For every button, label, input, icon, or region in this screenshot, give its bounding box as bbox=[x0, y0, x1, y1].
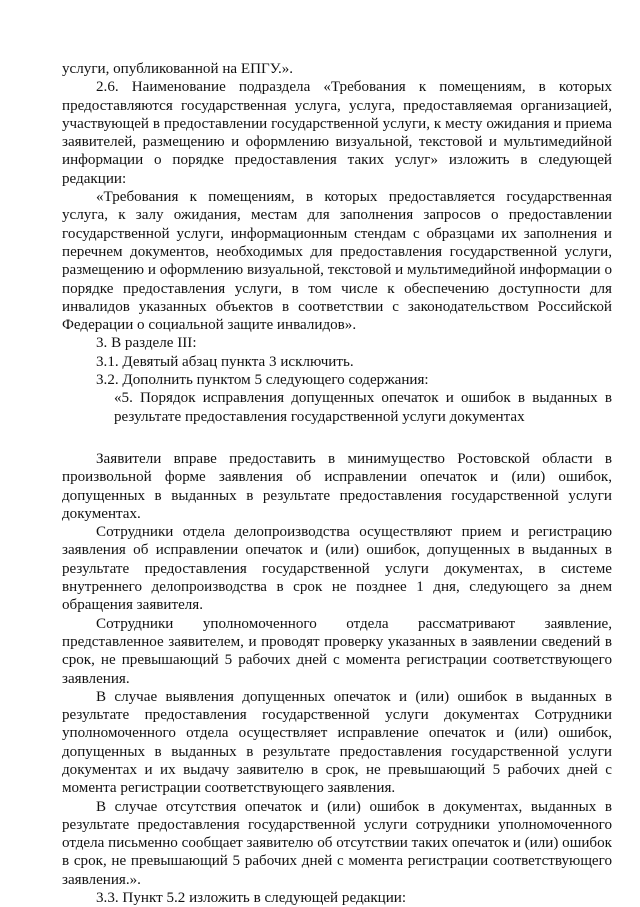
paragraph-errors-found: В случае выявления допущенных опечаток и (или) ошибок в выданных в результате предоставления государственной услуги документах Сотрудники уполномоченного отдела осуществляет исправление опечаток и (или) ошибок, допущенных в выданных в результате предоставления государственной услуги документах и их выдачу заявителю в срок, не превышающий 5 рабочих дней с момента регистрации соответствующего заявления. bbox=[62, 688, 612, 797]
paragraph-registration: Сотрудники отдела делопроизводства осуществляют прием и регистрацию заявления об исправлении опечаток и (или) ошибок, допущенных в выданных в результате предоставления государственной услуги документах, в системе внутреннего делопроизводства в срок не позднее 1 дня, следующего за днем обращения заявителя. bbox=[62, 524, 612, 614]
paragraph-section-3: 3. В разделе III: bbox=[96, 335, 197, 352]
paragraph-gap bbox=[62, 426, 612, 450]
paragraph-3-2: 3.2. Дополнить пунктом 5 следующего содержания: bbox=[96, 372, 429, 389]
paragraph-quoted-title: «Требования к помещениям, в которых предоставляется государственная услуга, к залу ожидания, местам для заполнения запросов о предоставлении государственной услуги, информационным стендам с образцами их заполнения и перечнем документов, необходимых для предоставления государственной услуги, размещению и оформлению визуальной, текстовой и мультимедийной информации о порядке предоставления услуги, в том числе к обеспечению доступности для инвалидов указанных объектов в соответствии с законодательством Российской Федерации о социальной защите инвалидов». bbox=[62, 189, 612, 334]
paragraph-3-1: 3.1. Девятый абзац пункта 3 исключить. bbox=[96, 353, 354, 370]
paragraph-3-3: 3.3. Пункт 5.2 изложить в следующей редакции: bbox=[96, 890, 407, 907]
paragraph-applicants: Заявители вправе предоставить в минимущество Ростовской области в произвольной форме заявления об исправлении опечаток и (или) ошибок, допущенных в выданных в результате предоставления государственной услуги документах. bbox=[62, 450, 612, 522]
section-heading-5: «5. Порядок исправления допущенных опечаток и ошибок в выданных в результате предоставления государственной услуги документах bbox=[114, 390, 612, 425]
paragraph-2-6: 2.6. Наименование подраздела «Требования к помещениям, в которых предоставляются государственная услуга, услуга, предоставляемая организацией, участвующей в предоставлении государственной услуги, к месту ожидания и приема заявителей, размещению и оформлению визуальной, текстовой и мультимедийной информации о порядке предоставления таких услуг» изложить в следующей редакции: bbox=[62, 79, 612, 187]
paragraph-no-errors: В случае отсутствия опечаток и (или) ошибок в документах, выданных в результате предоставления государственной услуги сотрудники уполномоченного отдела письменно сообщает заявителю об отсутствии таких опечаток и (или) ошибок в срок, не превышающий 5 рабочих дней с момента регистрации соответствующего заявления.». bbox=[62, 798, 612, 888]
document-body bbox=[62, 60, 612, 907]
paragraph-continuation: услуги, опубликованной на ЕПГУ.». bbox=[62, 61, 294, 77]
paragraph-review: Сотрудники уполномоченного отдела рассматривают заявление, представленное заявителем, и проводят проверку указанных в заявлении сведений в срок, не превышающий 5 рабочих дней с момента регистрации соответствующего заявления. bbox=[62, 615, 612, 687]
